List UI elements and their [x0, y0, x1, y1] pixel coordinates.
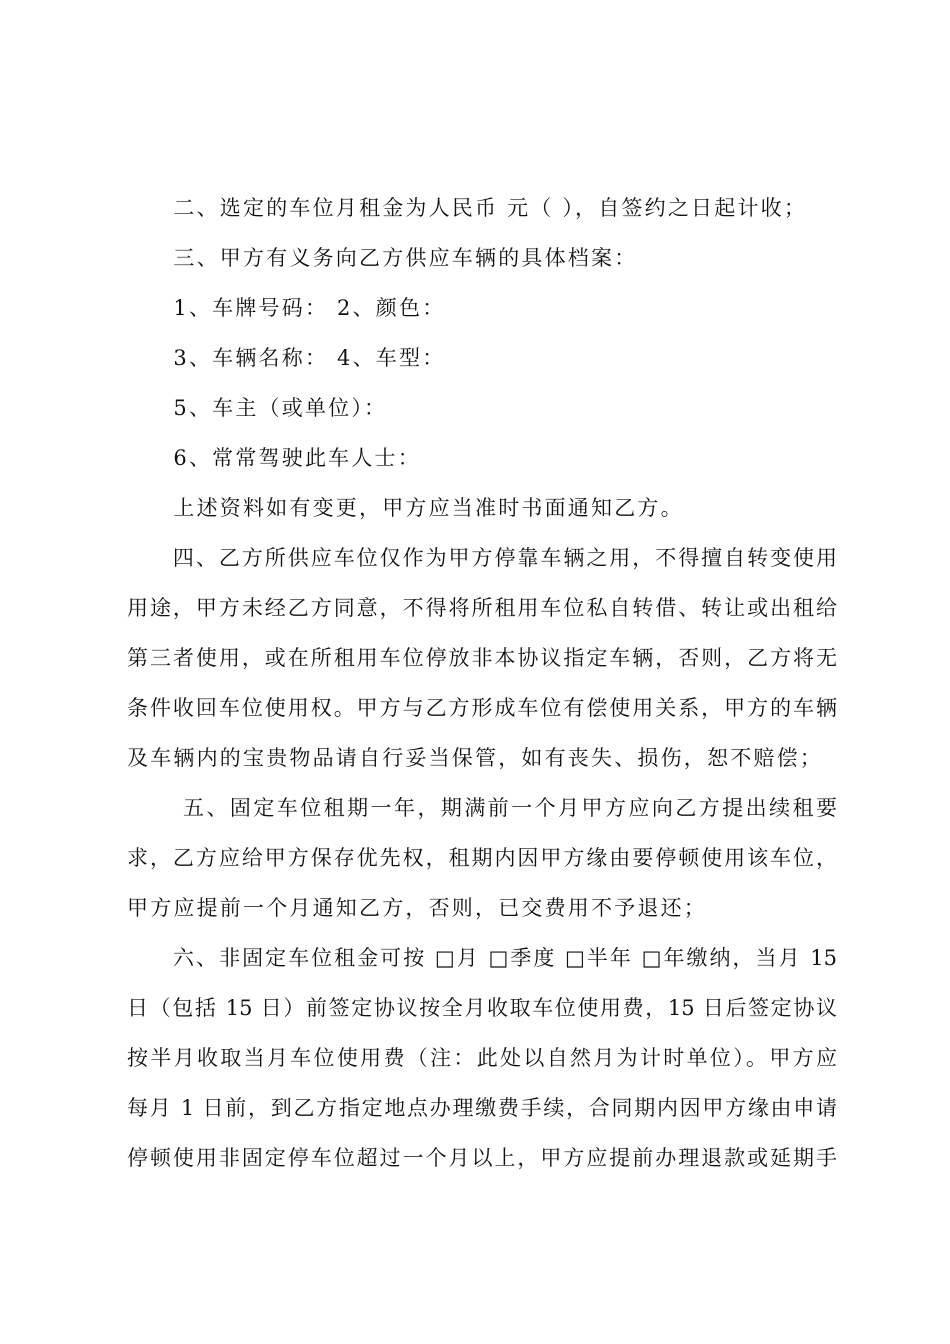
clause-6-line-4: 每月 1 日前，到乙方指定地点办理缴费手续，合同期内因甲方缘由申请: [127, 1096, 837, 1120]
clause-6-line-5: 停顿使用非固定停车位超过一个月以上，甲方应提前办理退款或延期手: [127, 1146, 837, 1170]
clause-6-line-1: 六、非固定车位租金可按 □月 □季度 □半年 □年缴纳，当月 15: [127, 946, 837, 970]
clause-5-line-3: 甲方应提前一个月通知乙方，否则，已交费用不予退还；: [127, 896, 707, 920]
clause-4-line-1: 四、乙方所供应车位仅作为甲方停靠车辆之用，不得擅自转变使用: [127, 546, 837, 570]
clause-4-line-4: 条件收回车位使用权。甲方与乙方形成车位有偿使用关系，甲方的车辆: [127, 696, 837, 720]
clause-3-heading: 三、甲方有义务向乙方供应车辆的具体档案：: [127, 246, 638, 270]
change-notice: 上述资料如有变更，甲方应当准时书面通知乙方。: [127, 496, 684, 520]
clause-4-line-3: 第三者使用，或在所租用车位停放非本协议指定车辆，否则，乙方将无: [127, 646, 837, 670]
field-owner: 5、车主（或单位）：: [127, 396, 388, 420]
clause-5-line-2: 求，乙方应给甲方保存优先权，租期内因甲方缘由要停顿使用该车位，: [127, 846, 837, 870]
clause-2-rent: 二、选定的车位月租金为人民币 元（ ），自签约之日起计收；: [127, 196, 808, 220]
clause-6-line-3: 按半月收取当月车位使用费（注：此处以自然月为计时单位）。甲方应: [127, 1046, 837, 1070]
clause-4-line-5: 及车辆内的宝贵物品请自行妥当保管，如有丧失、损伤，恕不赔偿；: [127, 746, 823, 770]
clause-6-line-2: 日（包括 15 日）前签定协议按全月收取车位使用费，15 日后签定协议: [127, 996, 837, 1020]
field-name-model: 3、车辆名称： 4、车型：: [127, 346, 446, 370]
field-driver: 6、常常驾驶此车人士：: [127, 446, 421, 470]
clause-4-line-2: 用途，甲方未经乙方同意，不得将所租用车位私自转借、转让或出租给: [127, 596, 837, 620]
clause-5-line-1: 五、固定车位租期一年，期满前一个月甲方应向乙方提出续租要: [127, 796, 837, 820]
field-plate-color: 1、车牌号码： 2、颜色：: [127, 296, 446, 320]
